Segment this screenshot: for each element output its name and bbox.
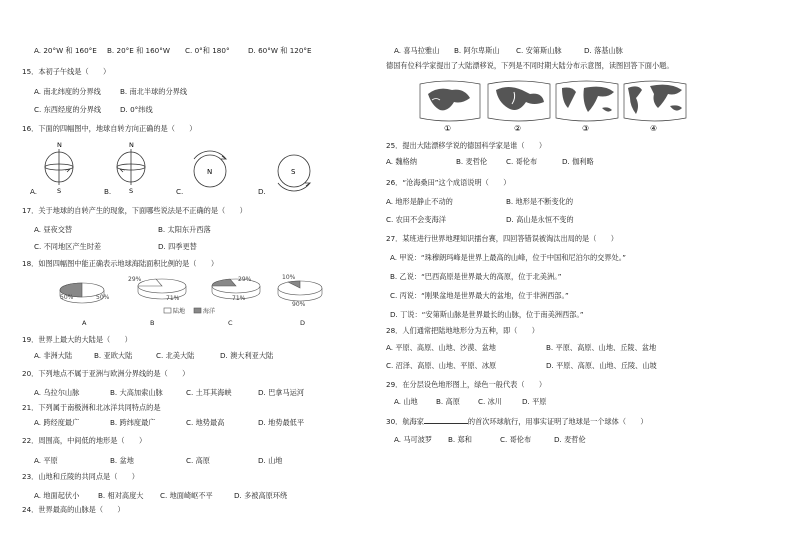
q20-option-c: C. 土耳其海峡 <box>186 388 232 397</box>
q27-stem: 27．某班进行世界地理知识擂台赛，四回答错误被淘汰出局的是（ ） <box>386 234 618 243</box>
q23-option-b: B. 相对高度大 <box>98 491 144 500</box>
q25-option-b: B. 麦哲伦 <box>456 157 488 166</box>
pie-d-label-top: 10% <box>282 274 296 281</box>
drift-map-4-label: ④ <box>650 124 658 133</box>
q28-stem: 28．人们通常把陆地地形分为五种，即（ ） <box>386 326 539 335</box>
q17-option-c: C. 不同地区产生时差 <box>34 242 102 251</box>
globe-d-s-label: S <box>291 168 296 176</box>
q19-option-c: C. 北美大陆 <box>156 351 195 360</box>
q17-option-b: B. 太阳东升西落 <box>158 225 211 234</box>
q27-option-b: B. 乙说：“巴西高原是世界最大的高原，位于北美洲。” <box>390 272 562 281</box>
globe-a-n-label: N <box>57 141 62 149</box>
pie-c-label-bottom: 71% <box>232 295 246 302</box>
q23-option-a: A. 地面起伏小 <box>34 491 80 500</box>
q24-option-a: A. 喜马拉雅山 <box>394 46 440 55</box>
pie-letter-c: C <box>228 319 233 327</box>
q26-option-b: B. 地形是不断变化的 <box>506 197 574 206</box>
drift-map-4 <box>624 81 686 133</box>
q30-option-b: B. 郑和 <box>448 435 472 444</box>
pie-a-label-left: 50% <box>60 294 74 301</box>
q14-option-d: D. 60°W 和 120°E <box>248 46 312 55</box>
q22-option-d: D. 山地 <box>258 456 283 465</box>
pie-d <box>278 274 322 308</box>
q21-stem: 21．下列属于南极洲和北冰洋共同特点的是 <box>22 403 161 412</box>
q26-option-d: D. 高山是永恒不变的 <box>506 215 574 224</box>
pie-letter-a: A <box>82 319 87 327</box>
drift-map-2-label: ② <box>514 124 522 133</box>
q18-stem: 18．如图四幅图中能正确表示地球海陆面积比例的是（ ） <box>22 259 219 268</box>
q30-option-c: C. 哥伦布 <box>500 435 532 444</box>
q27-option-a: A. 甲说：“珠穆朗玛峰是世界上最高的山峰，位于中国和尼泊尔的交界处。” <box>390 253 627 262</box>
q15-stem: 15．本初子午线是（ ） <box>22 67 111 76</box>
q15-option-a: A. 南北纬度的分界线 <box>34 87 101 96</box>
q17-option-a: A. 昼夜交替 <box>34 225 73 234</box>
q19-option-b: B. 亚欧大陆 <box>94 351 133 360</box>
globe-figure-a <box>38 141 86 195</box>
q16-stem: 16．下面的四幅图中，地球自转方向正确的是（ ） <box>22 124 197 133</box>
q21-option-d: D. 地势最低平 <box>258 418 305 427</box>
legend-sea-swatch <box>194 308 201 313</box>
pie-c <box>212 276 260 302</box>
globe-figure-d <box>270 146 320 196</box>
drift-intro: 德国有位科学家提出了大陆漂移说，下列是不同时期大陆分布示意图，读图回答下面小题。 <box>386 61 674 70</box>
q16-option-b: B. <box>104 187 112 196</box>
q30-stem-prefix: 30．航海家 <box>386 417 424 426</box>
pie-letter-b: B <box>150 319 155 327</box>
globe-b-s-label: S <box>129 187 134 195</box>
drift-map-1 <box>420 81 480 133</box>
q16-option-a: A. <box>30 187 38 196</box>
q21-option-a: A. 跨经度最广 <box>34 418 80 427</box>
q14-option-b: B. 20°E 和 160°W <box>107 46 170 55</box>
q28-option-c: C. 沼泽、高原、山地、平原、冰原 <box>386 361 497 370</box>
drift-map-1-label: ① <box>444 124 452 133</box>
q24-stem: 24．世界最高的山脉是（ ） <box>22 505 125 514</box>
globe-a-s-label: S <box>57 187 62 195</box>
q29-option-d: D. 平原 <box>522 397 547 406</box>
q21-option-c: C. 地势最高 <box>186 418 225 427</box>
drift-map-2 <box>488 81 550 133</box>
globe-b-n-label: N <box>129 141 134 149</box>
q26-option-c: C. 农田不会变海洋 <box>386 215 446 224</box>
q20-option-d: D. 巴拿马运河 <box>258 388 305 397</box>
q27-option-c: C. 丙说：“刚果盆地是世界最大的盆地，位于非洲西部。” <box>390 291 569 300</box>
q29-stem: 29．在分层设色地形图上，绿色一般代表（ ） <box>386 380 547 389</box>
q16-option-c: C. <box>176 187 184 196</box>
q25-option-c: C. 哥伦布 <box>506 157 538 166</box>
pie-a <box>60 283 110 303</box>
q15-option-c: C. 东西经度的分界线 <box>34 105 102 114</box>
q23-stem: 23．山地和丘陵的共同点是（ ） <box>22 472 139 481</box>
globe-figure-b <box>110 141 158 195</box>
q22-option-c: C. 高原 <box>186 456 210 465</box>
legend-land-label: 陆地 <box>173 308 186 315</box>
globe-c-n-label: N <box>207 168 213 176</box>
q22-option-b: B. 盆地 <box>110 456 134 465</box>
q14-option-a: A. 20°W 和 160°E <box>34 46 97 55</box>
drift-map-3 <box>556 81 618 133</box>
pie-letter-d: D <box>300 319 306 327</box>
q25-stem: 25．提出大陆漂移学说的德国科学家是谁（ ） <box>386 141 547 150</box>
q30-option-a: A. 马可波罗 <box>394 435 433 444</box>
q29-option-b: B. 高原 <box>436 397 460 406</box>
q28-option-a: A. 平原、高原、山地、沙漠、盆地 <box>386 343 496 352</box>
q24-option-c: C. 安第斯山脉 <box>516 46 562 55</box>
q21-option-b: B. 跨纬度最广 <box>110 418 156 427</box>
sea-land-pie-figures <box>52 272 332 330</box>
q20-option-b: B. 大高加索山脉 <box>110 388 163 397</box>
q14-option-c: C. 0°和 180° <box>185 46 230 55</box>
q30-blank <box>424 423 468 424</box>
q23-option-c: C. 地面崎岖不平 <box>160 491 213 500</box>
q20-option-a: A. 乌拉尔山脉 <box>34 388 80 397</box>
q30-stem <box>386 418 648 425</box>
legend-sea-label: 海洋 <box>203 308 216 315</box>
q16-option-d: D. <box>258 187 266 196</box>
q15-option-d: D. 0°纬线 <box>120 105 153 114</box>
q22-stem: 22．周围高，中间低的地形是（ ） <box>22 436 147 445</box>
continental-drift-maps <box>418 78 694 134</box>
q24-option-d: D. 落基山脉 <box>584 46 623 55</box>
q24-option-b: B. 阿尔卑斯山 <box>454 46 500 55</box>
q26-option-a: A. 地形是静止不动的 <box>386 197 453 206</box>
pie-d-label-bottom: 90% <box>292 301 306 308</box>
q15-option-b: B. 南北半球的分界线 <box>120 87 188 96</box>
pie-b-label-top: 29% <box>128 276 142 283</box>
q23-option-d: D. 多被高原环绕 <box>234 491 288 500</box>
q17-option-d: D. 四季更替 <box>158 242 197 251</box>
q25-option-a: A. 魏格纳 <box>386 157 417 166</box>
q20-stem: 20．下列地点不属于亚洲与欧洲分界线的是（ ） <box>22 369 190 378</box>
pie-c-label-top: 29% <box>238 276 252 283</box>
legend-land-swatch <box>164 308 171 313</box>
q29-option-c: C. 冰川 <box>478 397 502 406</box>
globe-figure-c <box>186 146 236 196</box>
q19-option-a: A. 非洲大陆 <box>34 351 73 360</box>
q26-stem: 26．“沧海桑田”这个成语说明（ ） <box>386 178 511 187</box>
q25-option-d: D. 伽利略 <box>562 157 594 166</box>
q17-stem: 17．关于地球的自转产生的现象，下面哪些说法是不正确的是（ ） <box>22 206 247 215</box>
q22-option-a: A. 平原 <box>34 456 58 465</box>
q30-option-d: D. 麦哲伦 <box>554 435 586 444</box>
q28-option-b: B. 平原、高原、山地、丘陵、盆地 <box>546 343 657 352</box>
pie-b-label-bottom: 71% <box>166 295 180 302</box>
q28-option-d: D. 平原、高原、山地、丘陵、山坡 <box>546 361 657 370</box>
q27-option-d: D. 丁说：“安第斯山脉是世界最长的山脉，位于南美洲西部。” <box>390 310 584 319</box>
drift-map-3-label: ③ <box>582 124 590 133</box>
pie-b <box>128 276 186 302</box>
q19-stem: 19．世界上最大的大陆是（ ） <box>22 335 132 344</box>
pie-a-label-right: 50% <box>96 294 110 301</box>
q19-option-d: D. 澳大利亚大陆 <box>220 351 274 360</box>
q30-stem-suffix: 的首次环球航行，用事实证明了地球是一个球体（ ） <box>467 417 648 426</box>
q29-option-a: A. 山地 <box>394 397 418 406</box>
